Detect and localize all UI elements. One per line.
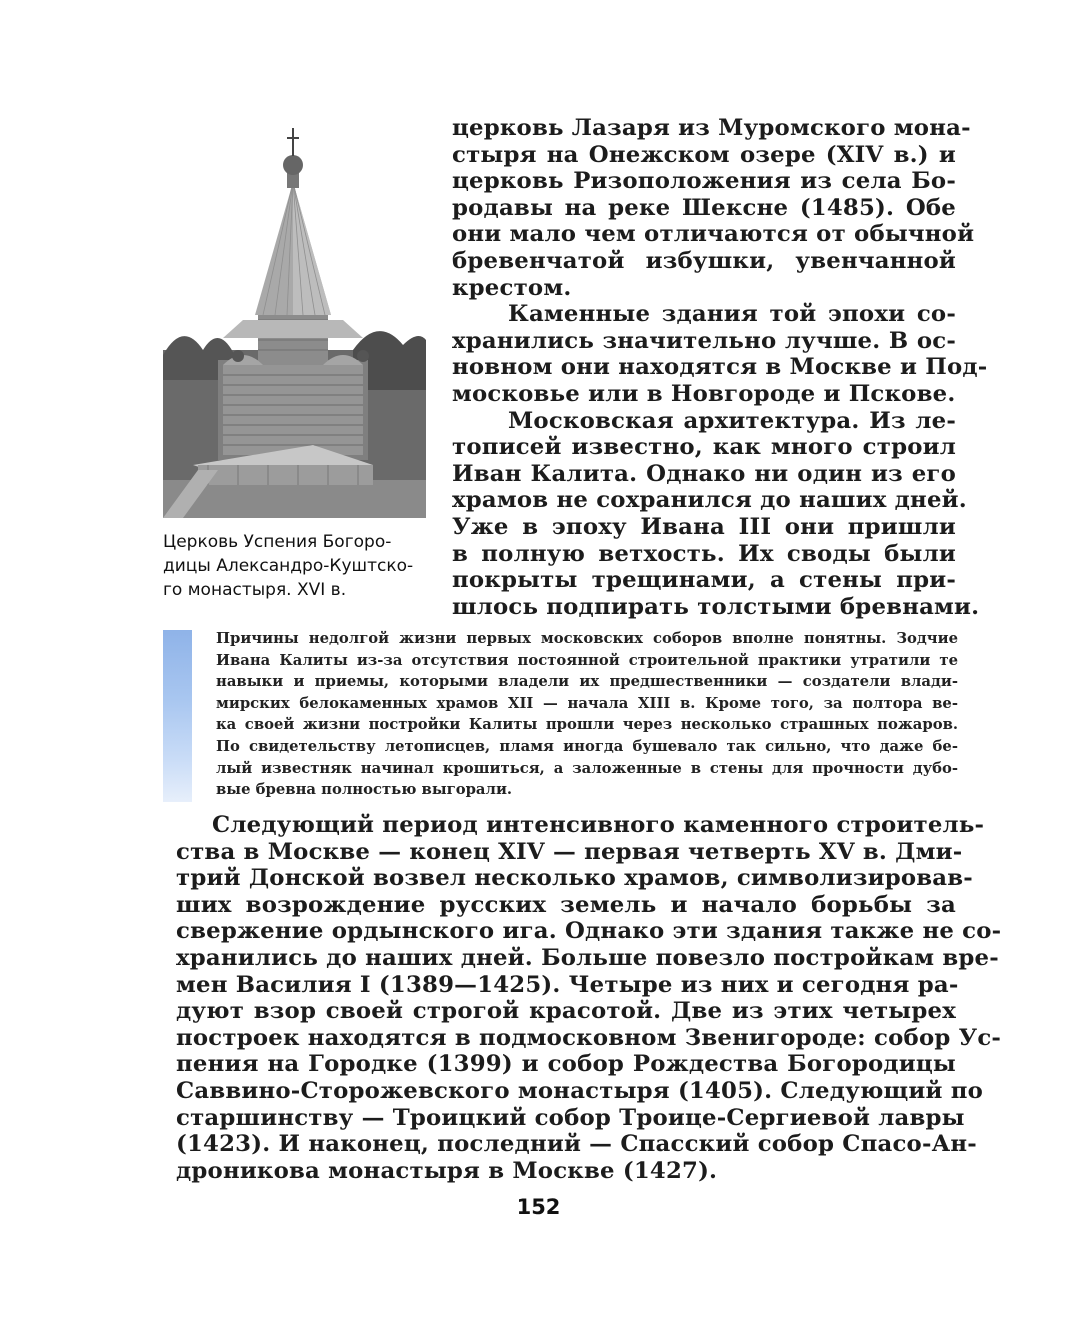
text-line: бревенчатой избушки, увенчанной (452, 247, 956, 274)
text-line: Каменные здания той эпохи со- (508, 301, 956, 328)
note-line: лый известняк начинал крошиться, а заложенные в стены для прочности дубо- (216, 759, 958, 777)
note-line: Причины недолгой жизни первых московских соборов вполне понятны. Зодчие (216, 630, 958, 647)
text-line: московье или в Новгороде и Пскове. (452, 380, 956, 407)
church-illustration (163, 120, 426, 518)
text-line: мен Василия I (1389—1425). Четыре из них и сегодня ра- (176, 971, 959, 998)
text-line: (1423). И наконец, последний — Спасский собор Спасо-Ан- (176, 1131, 977, 1158)
note-line: навыки и приемы, которыми владели их предшественники — создатели влади- (216, 673, 958, 691)
text-line: Уже в эпоху Ивана III они пришли (452, 513, 956, 540)
text-line: родавы на реке Шексне (1485). Обе (452, 194, 956, 221)
text-line: тописей известно, как много строил (452, 434, 956, 461)
caption-line: дицы Александро-Куштско- (163, 556, 414, 576)
note-line: Ивана Калиты из-за отсутствия постоянной строительной практики утратили те (216, 651, 958, 669)
text-line: церковь Ризоположения из села Бо- (452, 168, 956, 195)
text-line: новном они находятся в Москве и Под- (452, 354, 988, 381)
photo-caption (163, 530, 433, 602)
text-line: стыря на Онежском озере (XIV в.) и (452, 141, 956, 168)
text-line: Иван Калита. Однако ни один из его (452, 460, 956, 487)
note-marker-bar (163, 630, 192, 802)
text-line: храмов не сохранился до наших дней. (452, 487, 967, 514)
text-line: покрыты трещинами, а стены при- (452, 567, 956, 594)
note-line: мирских белокаменных храмов XII — начала XIII в. Кроме того, за полтора ве- (216, 694, 958, 712)
note-text (216, 628, 958, 801)
section-heading-line (452, 408, 956, 435)
text-line: хранились до наших дней. Больше повезло постройкам вре- (176, 944, 999, 971)
text-line: дроникова монастыря в Москве (1427). (176, 1157, 718, 1184)
text-line: трий Донской возвел несколько храмов, символизировав- (176, 865, 973, 892)
text-line: ших возрождение русских земель и начало борьбы за (176, 891, 956, 918)
caption-line: Церковь Успения Богоро- (163, 532, 392, 552)
text-fragment: Из ле- (869, 407, 956, 434)
text-line: построек находятся в подмосковном Звенигороде: собор Ус- (176, 1024, 1002, 1051)
text-line: крестом. (452, 274, 572, 301)
text-line: Саввино-Сторожевского монастыря (1405). Следующий по (176, 1077, 984, 1104)
note-line: ка своей жизни постройки Калиты прошли через несколько страшных пожаров. (216, 716, 958, 734)
side-note (163, 628, 958, 803)
text-line: дуют взор своей строгой красотой. Две из этих четырех (176, 998, 956, 1025)
text-line: свержение ордынского ига. Однако эти здания также не со- (176, 918, 1002, 945)
note-line: вые бревна полностью выгорали. (216, 781, 513, 799)
text-line: хранились значительно лучше. В ос- (452, 327, 956, 354)
text-line: ства в Москве — конец XIV — первая четверть XV в. Дми- (176, 838, 963, 865)
section-heading: Московская архитектура. (508, 407, 860, 434)
page-number: 152 (516, 1195, 561, 1219)
caption-line: го монастыря. XVI в. (163, 580, 347, 600)
text-line: церковь Лазаря из Муромского мона- (452, 115, 971, 141)
text-line: в полную ветхость. Их своды были (452, 540, 956, 567)
right-column-text (452, 115, 988, 620)
text-line: они мало чем отличаются от обычной (452, 221, 975, 248)
bottom-paragraph (176, 812, 1002, 1184)
note-line: По свидетельству летописцев, пламя иногда бушевало так сильно, что даже бе- (216, 737, 958, 755)
text-line: старшинству — Троицкий собор Троице-Сергиевой лавры (176, 1104, 965, 1131)
text-line: пения на Городке (1399) и собор Рождества Богородицы (176, 1051, 956, 1078)
text-line: шлось подпирать толстыми бревнами. (452, 593, 980, 620)
text-line: Следующий период интенсивного каменного строитель- (212, 812, 985, 838)
church-photo (163, 120, 426, 518)
